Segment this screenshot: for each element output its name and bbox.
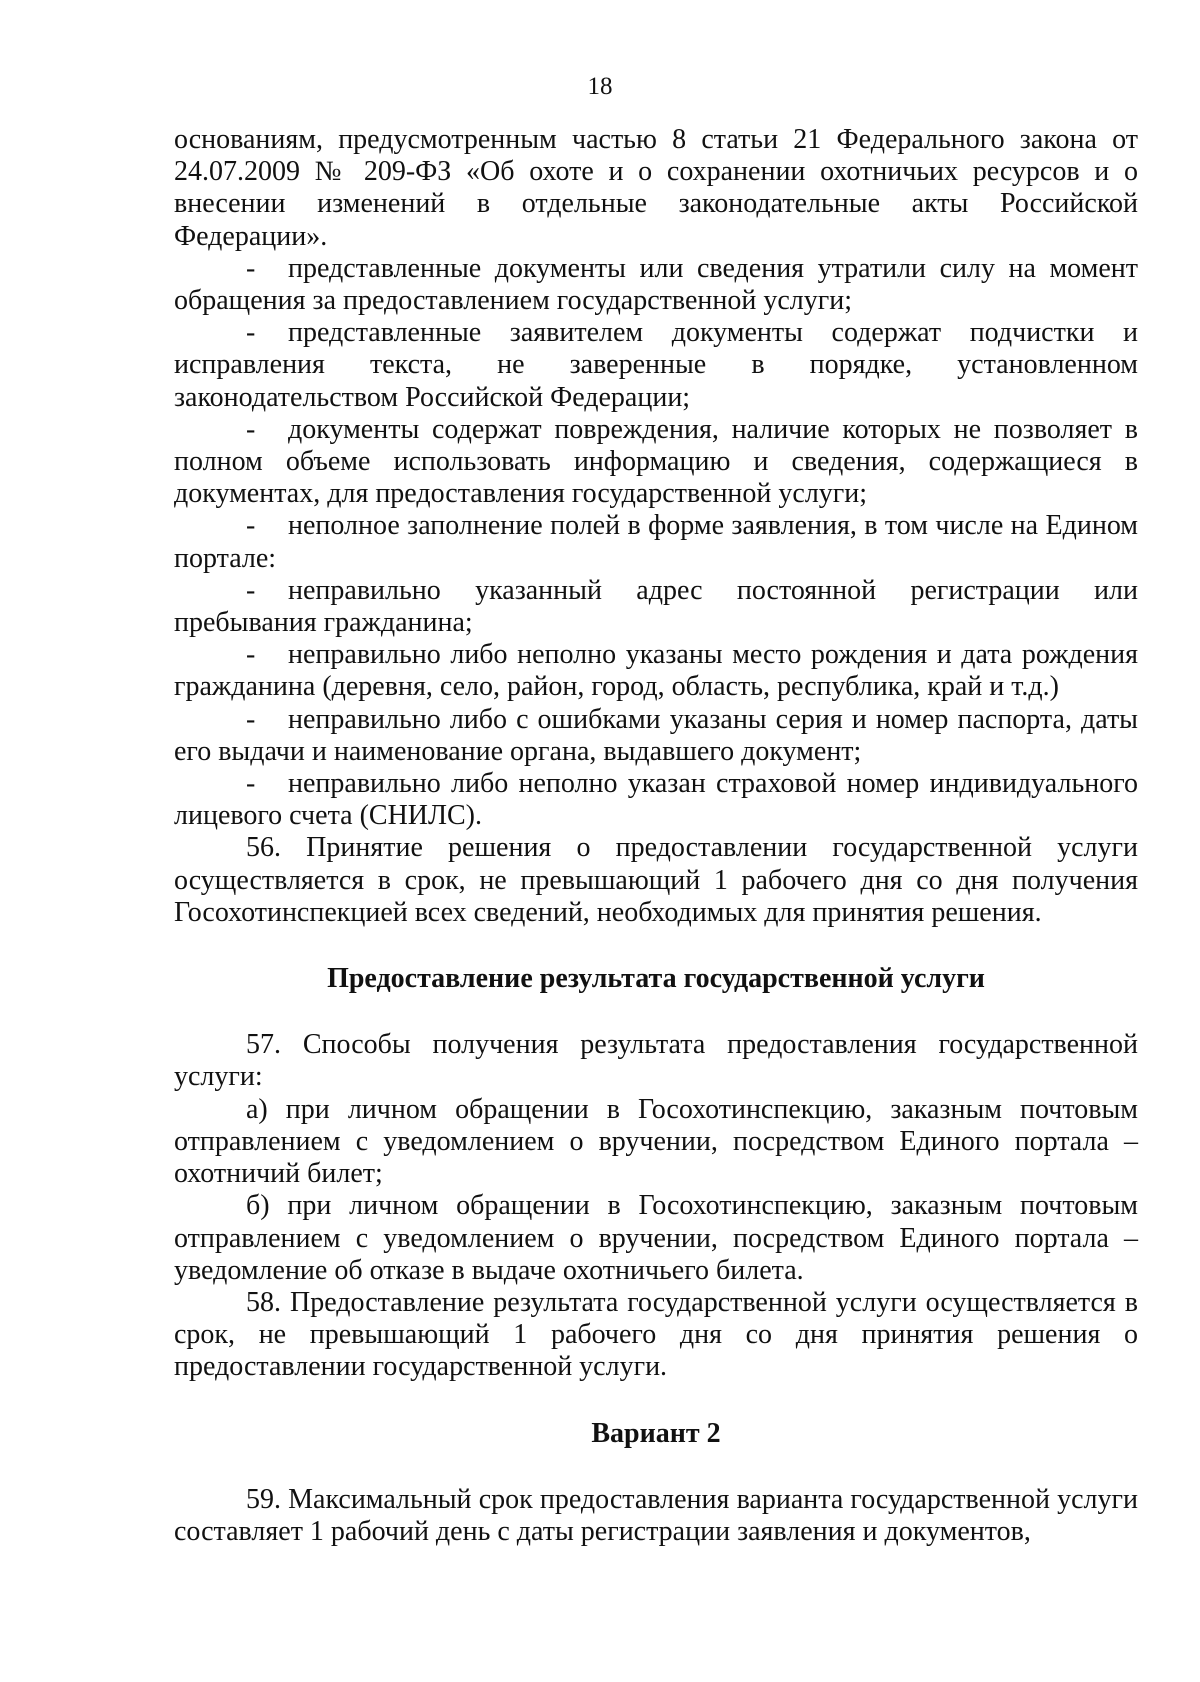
paragraph-continuation: основаниям, предусмотренным частью 8 статьи 21 Федерального закона от 24.07.2009 № 209-ФЗ «Об охоте и о сохранении охотничьих ресурсов и о внесении изменений в отдельные законодательные акты Российской Федерации».	[174, 124, 1138, 252]
section-heading-result: Предоставление результата государственной услуги	[327, 963, 985, 995]
list-item	[174, 317, 1138, 414]
dash-mark: -	[246, 639, 256, 671]
list-item-text: неправильно либо с ошибками указаны серия и номер паспорта, даты его выдачи и наименование органа, выдавшего документ;	[174, 703, 1138, 767]
paragraph-57: 57. Способы получения результата предоставления государственной услуги:	[174, 1029, 1138, 1093]
section-heading-variant: Вариант 2	[591, 1417, 721, 1449]
list-item-text: представленные заявителем документы содержат подчистки и исправления текста, не заверенные в порядке, установленном законодательством Российской Федерации;	[174, 317, 1138, 413]
list-item-text: неполное заполнение полей в форме заявления, в том числе на Едином портале:	[174, 510, 1138, 574]
dash-mark: -	[246, 703, 256, 735]
list-item-text: неправильно указанный адрес постоянной регистрации или пребывания гражданина;	[174, 574, 1138, 639]
document-body	[174, 124, 1138, 1548]
dash-mark: -	[246, 252, 256, 284]
page-number: 18	[587, 73, 613, 100]
list-item	[174, 253, 1138, 317]
list-item	[174, 768, 1138, 832]
list-item	[174, 704, 1138, 768]
paragraph-59: 59. Максимальный срок предоставления варианта государственной услуги составляет 1 рабочий день с даты регистрации заявления и документов,	[174, 1483, 1138, 1547]
paragraph-57a: а) при личном обращении в Госохотинспекцию, заказным почтовым отправлением с уведомлением о вручении, посредством Единого портала – охотничий билет;	[174, 1093, 1138, 1190]
list-item-text: представленные документы или сведения утратили силу на момент обращения за предоставлением государственной услуги;	[174, 252, 1138, 317]
paragraph-56: 56. Принятие решения о предоставлении государственной услуги осуществляется в срок, не превышающий 1 рабочего дня со дня получения Госохотинспекцией всех сведений, необходимых для принятия решения.	[174, 832, 1138, 928]
dash-mark: -	[246, 413, 256, 445]
dash-mark: -	[246, 317, 256, 349]
list-item	[174, 510, 1138, 574]
list-item	[174, 639, 1138, 703]
paragraph-58: 58. Предоставление результата государственной услуги осуществляется в срок, не превышающий 1 рабочего дня со дня принятия решения о предоставлении государственной услуги.	[174, 1286, 1138, 1383]
dash-mark: -	[246, 574, 256, 606]
list-item-text: неправильно либо неполно указан страховой номер индивидуального лицевого счета (СНИЛС).	[174, 768, 1138, 832]
list-item	[174, 414, 1138, 511]
dash-mark: -	[246, 768, 256, 800]
paragraph-57b: б) при личном обращении в Госохотинспекцию, заказным почтовым отправлением с уведомлением о вручении, посредством Единого портала – уведомление об отказе в выдаче охотничьего билета.	[174, 1190, 1138, 1286]
list-item	[174, 575, 1138, 639]
list-item-text: документы содержат повреждения, наличие которых не позволяет в полном объеме использовать информацию и сведения, содержащиеся в документах, для предоставления государственной услуги;	[174, 413, 1138, 510]
list-item-text: неправильно либо неполно указаны место рождения и дата рождения гражданина (деревня, село, район, город, область, республика, край и т.д.)	[174, 639, 1138, 703]
dash-mark: -	[246, 510, 256, 542]
